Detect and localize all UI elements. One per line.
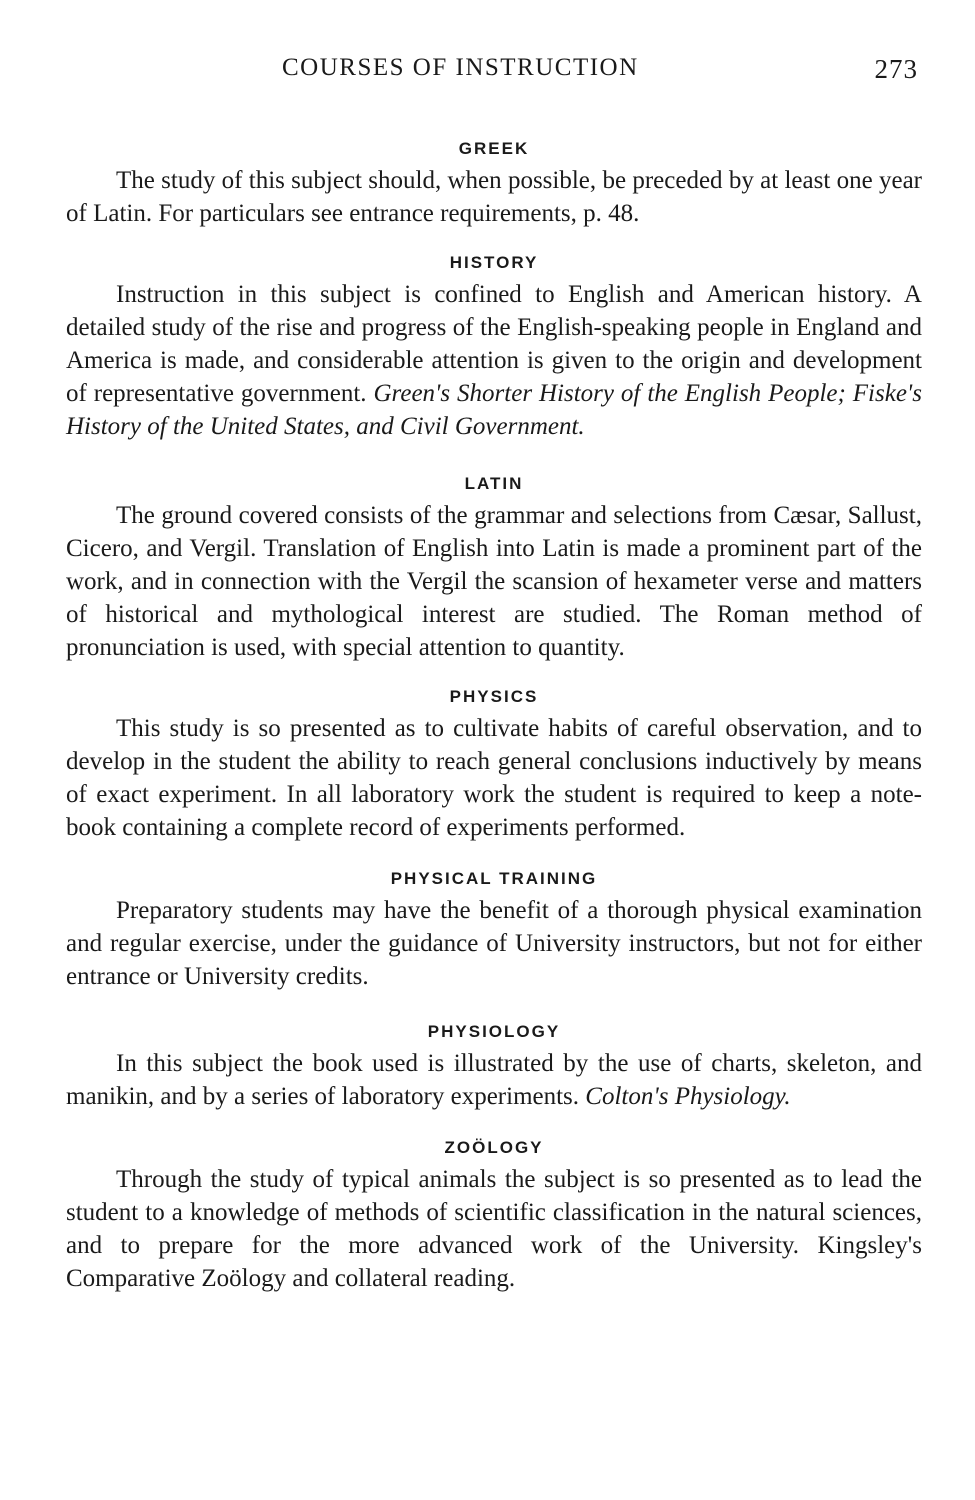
- section-body-latin: [66, 499, 922, 664]
- section-physiology: [66, 993, 922, 1113]
- page-number: 273: [874, 54, 918, 84]
- section-history: [66, 230, 922, 443]
- section-heading-physiology: PHYSIOLOGY: [427, 1022, 561, 1041]
- section-body-history: [66, 278, 922, 443]
- citation: Colton's Physiology.: [585, 1083, 791, 1110]
- section-heading-greek: GREEK: [458, 139, 530, 158]
- section-body-greek: [66, 164, 922, 230]
- section-body-zoology: [66, 1163, 922, 1295]
- running-head: [66, 48, 922, 94]
- body-text: This study is so presented as to cultivate habits of careful observation, and to develop in the student the ability to reach general conclusions inductively by means of exact experiment. In all laboratory work the student is required to keep a note-book containing a complete record of experiments performed.: [66, 715, 922, 841]
- body-text: In this subject the book used is illustrated by the use of charts, skeleton, and manikin, and by a series of laboratory experiments.: [66, 1050, 922, 1110]
- body-text: Through the study of typical animals the subject is so presented as to lead the student to a knowledge of methods of scientific classification in the natural sciences, and to prepare for the more advanced work of the University. Kingsley's Comparative Zoölogy and collateral reading.: [66, 1166, 922, 1292]
- section-latin: [66, 443, 922, 664]
- book-page: [66, 48, 922, 1295]
- section-heading-physics: PHYSICS: [449, 687, 539, 706]
- body-text: The ground covered consists of the grammar and selections from Cæsar, Sallust, Cicero, and Vergil. Translation of English into Latin is made a prominent part of the work, and in connection with the Vergil the scansion of hexameter verse and matters of historical and mythological interest are studied. The Roman method of pronunciation is used, with special attention to quantity.: [66, 502, 922, 661]
- section-physical-training: [66, 844, 922, 993]
- section-physics: [66, 664, 922, 844]
- section-heading-latin: LATIN: [464, 474, 524, 493]
- body-text: Preparatory students may have the benefit of a thorough physical examination and regular exercise, under the guidance of University instructors, but not for either entrance or University credits.: [66, 897, 922, 990]
- section-body-physical-training: [66, 894, 922, 993]
- section-heading-physical-training: PHYSICAL TRAINING: [390, 869, 598, 888]
- running-title: COURSES OF INSTRUCTION: [282, 54, 639, 81]
- section-body-physics: [66, 712, 922, 844]
- body-text: Instruction in this subject is confined to English and American history. A detailed study of the rise and progress of the English-speaking people in England and America is made, and considerable attention is given to the origin and development of representative government.: [66, 281, 922, 407]
- citation: Green's Shorter History of the English People; Fiske's History of the United States, and Civil Government.: [66, 380, 923, 440]
- section-heading-zoology: ZOÖLOGY: [444, 1138, 544, 1157]
- section-greek: [66, 94, 922, 230]
- section-heading-history: HISTORY: [449, 253, 539, 272]
- section-body-physiology: [66, 1047, 922, 1113]
- section-zoology: [66, 1113, 922, 1295]
- body-text: The study of this subject should, when possible, be preceded by at least one year of Latin. For particulars see entrance requirements, p. 48.: [66, 167, 922, 227]
